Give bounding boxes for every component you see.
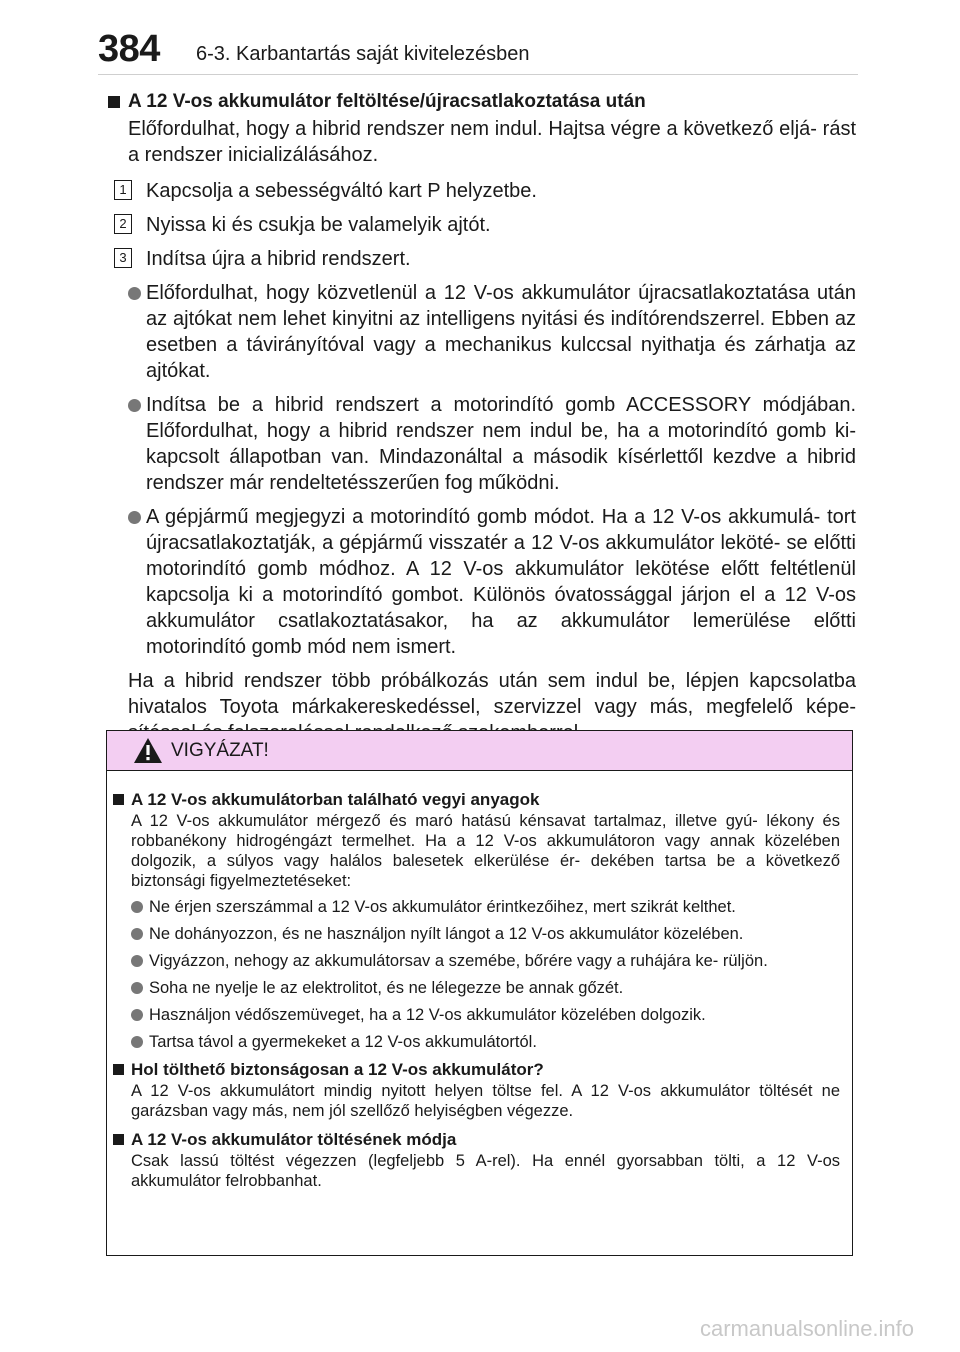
step-text: Nyissa ki és csukja be valamelyik ajtót.: [146, 214, 491, 236]
warning-section-text: Csak lassú töltést végezzen (legfeljebb 5 A-rel). Ha ennél gyorsabban tölti, a 12 V-os akkumulátor felrobbanhat.: [131, 1152, 840, 1190]
warning-bullet-text: Vigyázzon, nehogy az akkumulátorsav a szemébe, bőrére vagy a ruhájára ke- rüljön.: [149, 952, 768, 970]
circle-bullet-icon: [131, 1009, 143, 1021]
warning-bullet-item: [131, 1005, 840, 1025]
warning-section-text: A 12 V-os akkumulátor mérgező és maró hatású kénsavat tartalmaz, illetve gyú- lékony és robbanékony hidrogéngázt termelhet. Ha a 12 V-os akkumulátoron vagy annak közelében dolgozik, a súlyos vagy halálos balesetek elkerülése ér- dekében tartsa be a következő biztonsági figyelmeztetéseket:: [131, 812, 840, 890]
notes-list: [108, 280, 856, 660]
warning-bullet-item: [131, 924, 840, 944]
square-bullet-icon: [113, 1134, 124, 1145]
page-number: 384: [98, 28, 160, 70]
intro-paragraph: Előfordulhat, hogy a hibrid rendszer nem indul. Hajtsa végre a következő eljá- rást a rendszer inicializálásához.: [128, 118, 856, 166]
warning-bullet-item: [131, 951, 840, 971]
watermark: carmanualsonline.info: [700, 1316, 915, 1341]
circle-bullet-icon: [128, 399, 141, 412]
circle-bullet-icon: [128, 511, 141, 524]
section-title: 6-3. Karbantartás saját kivitelezésben: [196, 43, 530, 65]
warning-bullet-text: Használjon védőszemüveget, ha a 12 V-os akkumulátor közelében dolgozik.: [149, 1006, 706, 1024]
warning-section-heading: [113, 789, 840, 811]
step-item: [114, 178, 856, 204]
warning-section-heading: [113, 1129, 840, 1151]
square-bullet-icon: [113, 794, 124, 805]
note-item: [128, 504, 856, 660]
step-text: Indítsa újra a hibrid rendszert.: [146, 248, 411, 270]
warning-section-heading-text: A 12 V-os akkumulátor töltésének módja: [131, 1130, 457, 1149]
main-content: [108, 88, 856, 746]
circle-bullet-icon: [131, 955, 143, 967]
circle-bullet-icon: [131, 928, 143, 940]
warning-title: VIGYÁZAT!: [171, 740, 269, 761]
note-item: [128, 280, 856, 384]
step-number-box: 3: [114, 248, 132, 268]
warning-header: [107, 731, 852, 771]
warning-bullet-text: Tartsa távol a gyermekeket a 12 V-os akkumulátortól.: [149, 1033, 537, 1051]
warning-section-heading-text: Hol tölthető biztonságosan a 12 V-os akkumulátor?: [131, 1060, 544, 1079]
section-heading-text: A 12 V-os akkumulátor feltöltése/újracsatlakoztatása után: [128, 91, 646, 112]
circle-bullet-icon: [131, 1036, 143, 1048]
steps-list: [108, 178, 856, 272]
warning-bullet-text: Soha ne nyelje le az elektrolitot, és ne lélegezze be annak gőzét.: [149, 979, 624, 997]
warning-bullet-item: [131, 978, 840, 998]
note-item: [128, 392, 856, 496]
square-bullet-icon: [113, 1064, 124, 1075]
circle-bullet-icon: [131, 901, 143, 913]
note-text: Indítsa be a hibrid rendszert a motorindító gomb ACCESSORY módjában. Előfordulhat, hogy a hibrid rendszer nem indul be, ha a motorindító gomb ki- kapcsolt állapotban van. Mindazonáltal a második kísérlettől kezdve a hibrid rendszer már rendeltetésszerűen fog működni.: [146, 394, 856, 494]
header-divider: [98, 74, 858, 75]
step-item: [114, 246, 856, 272]
warning-section-heading-text: A 12 V-os akkumulátorban található vegyi anyagok: [131, 790, 540, 809]
warning-section-text: A 12 V-os akkumulátort mindig nyitott helyen töltse fel. A 12 V-os akkumulátor töltését ne garázsban vagy más, nem jól szellőző helyiségben végezze.: [131, 1082, 840, 1120]
step-text: Kapcsolja a sebességváltó kart P helyzetbe.: [146, 180, 537, 202]
warning-triangle-icon: [133, 737, 163, 764]
note-text: A gépjármű megjegyzi a motorindító gomb módot. Ha a 12 V-os akkumulá- tort újracsatlakoztatják, a gépjármű visszatér a 12 V-os akkumulátor leköté- se előtti motorindító gomb módhoz. A 12 V-os akkumulátor lekötése előtt feltétlenül kapcsolja ki a motorindító gombot. Különös óvatossággal járjon el a 12 V-os akkumulátor csatlakoztatásakor, ha az akkumulátor lemerülése előtti motorindító gomb mód nem ismert.: [146, 506, 856, 658]
warning-box: [106, 730, 853, 1256]
step-item: [114, 212, 856, 238]
step-number-box: 2: [114, 214, 132, 234]
circle-bullet-icon: [128, 287, 141, 300]
warning-bullet-text: Ne dohányozzon, és ne használjon nyílt lángot a 12 V-os akkumulátor közelében.: [149, 925, 744, 943]
note-text: Előfordulhat, hogy közvetlenül a 12 V-os akkumulátor újracsatlakoztatása után az ajtókat nem lehet kinyitni az intelligens nyitási és indítórendszerrel. Ebben az esetben a távirányítóval vagy a mechanikus kulccsal nyithatja és zárhatja az ajtókat.: [146, 282, 856, 382]
warning-bullet-item: [131, 897, 840, 917]
page-header: [0, 0, 960, 76]
square-bullet-icon: [108, 96, 120, 108]
section-heading: [108, 88, 856, 116]
step-number-box: 1: [114, 180, 132, 200]
warning-section-heading: [113, 1059, 840, 1081]
warning-body: [107, 771, 852, 1191]
warning-bullet-list: [113, 897, 840, 1052]
warning-bullet-item: [131, 1032, 840, 1052]
warning-bullet-text: Ne érjen szerszámmal a 12 V-os akkumulátor érintkezőihez, mert szikrát kelthet.: [149, 898, 736, 916]
circle-bullet-icon: [131, 982, 143, 994]
closing-paragraph: Ha a hibrid rendszer több próbálkozás után sem indul be, lépjen kapcsolatba hivatalos Toyota márkakereskedéssel, szervizzel vagy más, megfelelő képe-: [128, 670, 856, 718]
